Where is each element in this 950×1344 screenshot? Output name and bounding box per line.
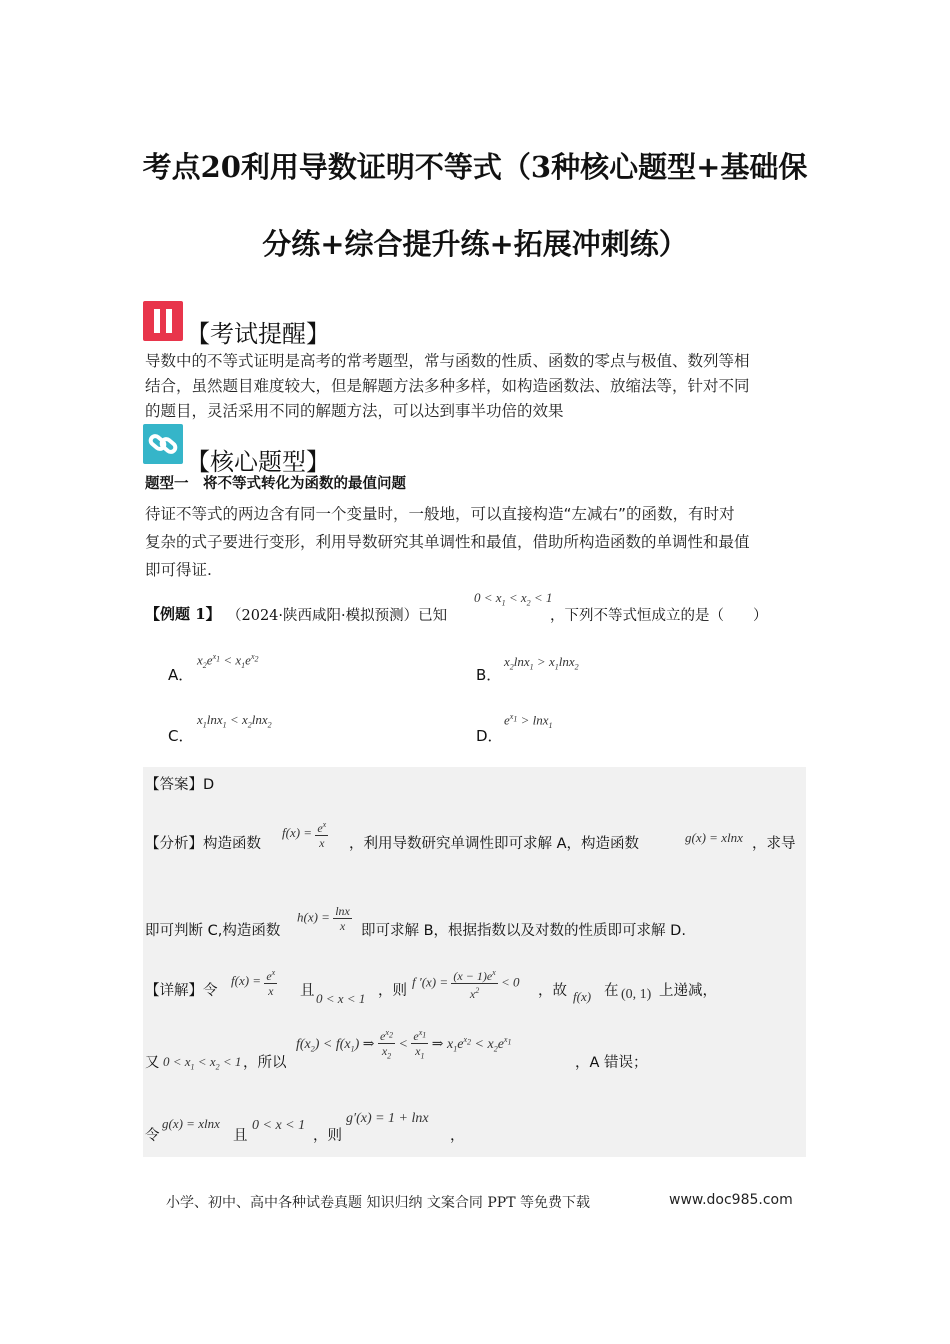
link-icon — [143, 424, 183, 464]
analysis-end: ，求导 — [752, 836, 796, 852]
chain-inequality: $f(x_2) < f(x_1)$ ⇒ $\frac{e^{x_2}}{x_2}$ < $\frac{e^{x_1}}{x_1}$ ⇒ $x_1e^{x_2} < x_2e^{x_1}$ — [296, 1028, 512, 1061]
option-c-expr: $x_1\ln x_1 < x_2\ln x_2$ — [197, 712, 272, 730]
analysis-line2-a: 即可判断 C,构造函数 — [145, 923, 281, 939]
example-question: ，下列不等式恒成立的是（ ） — [550, 608, 768, 624]
exam-tips-line3: 的题目，灵活采用不同的解题方法，可以达到事半功倍的效果 — [145, 402, 564, 420]
type1-line2: 复杂的式子要进行变形，利用导数研究其单调性和最值，借助所构造函数的单调性和最值 — [145, 533, 750, 551]
comma: ， — [450, 1128, 465, 1144]
detail-range: 0 < x < 1 — [316, 991, 366, 1006]
a-wrong: ，A 错误； — [575, 1055, 648, 1071]
option-b-expr: $x_2\ln x_1 > x_1\ln x_2$ — [504, 654, 579, 672]
analysis-line2-b: 即可求解 B，根据指数以及对数的性质即可求解 D. — [361, 923, 686, 939]
option-b-letter: B． — [476, 666, 502, 684]
analysis-mid: ，利用导数研究单调性即可求解 A，构造函数 — [349, 836, 640, 852]
answer: 【答案】D — [145, 777, 215, 793]
option-c-letter: C． — [168, 727, 194, 745]
detail-so: ，故 — [538, 983, 567, 999]
footer-url[interactable]: www.doc985.com — [669, 1192, 793, 1208]
option-d-expr: $e^{x_1} > \ln x_1$ — [504, 712, 553, 730]
type1-title: 题型一 将不等式转化为函数的最值问题 — [145, 476, 406, 492]
exam-tips-line1: 导数中的不等式证明是高考的常考题型，常与函数的性质、函数的零点与极值、数列等相 — [145, 352, 750, 370]
detail-in: 在 — [604, 983, 619, 999]
type1-line3: 即可得证. — [145, 561, 212, 579]
detail-then: ，则 — [378, 983, 407, 999]
analysis-label: 【分析】构造函数 — [145, 836, 261, 852]
again: 又 — [145, 1055, 160, 1071]
let-gx: g(x) = xlnx — [162, 1116, 220, 1131]
page-title-line2: 分练+综合提升练+拓展冲刺练） — [262, 227, 688, 261]
then2: ，则 — [313, 1128, 342, 1144]
section-heading-exam-tips: 【考试提醒】 — [186, 320, 330, 348]
detail-fx: f(x) = $\frac{e^x}{x}$ — [231, 968, 276, 998]
exam-tips-line2: 结合，虽然题目难度较大，但是解题方法多种多样，如构造函数法、放缩法等，针对不同 — [145, 377, 750, 395]
again-range: $0 < x_1 < x_2 < 1$ — [163, 1054, 242, 1072]
analysis-fx: f(x) = $\frac{e^x}{x}$ — [282, 820, 327, 850]
solution-box — [143, 767, 806, 1157]
option-d-letter: D． — [476, 727, 503, 745]
detail-dec: 上递减， — [659, 983, 717, 999]
analysis-gx: g(x) = xlnx — [685, 830, 743, 845]
detail-fx2: f(x) — [573, 989, 592, 1004]
example-condition: $0 < x_1 < x_2 < 1$ — [474, 590, 553, 608]
let-range: 0 < x < 1 — [252, 1118, 306, 1133]
pause-icon — [143, 301, 183, 341]
analysis-hx: h(x) = $\frac{\ln x}{x}$ — [297, 904, 350, 933]
footer-text: 小学、初中、高中各种试卷真题 知识归纳 文案合同 PPT 等免费下载 — [166, 1195, 590, 1211]
detail-interval: (0, 1) — [621, 987, 652, 1002]
option-a-letter: A． — [168, 666, 194, 684]
section-heading-core-types: 【核心题型】 — [186, 448, 330, 476]
detail-and: 且 — [300, 983, 315, 999]
example-source: （2024·陕西咸阳·模拟预测）已知 — [227, 608, 448, 624]
detail-derivative: f ′(x) = $\frac{(x - 1)e^x}{x^2}$ < 0 — [412, 968, 520, 1001]
and2: 且 — [233, 1128, 248, 1144]
let: 令 — [145, 1128, 160, 1144]
detail-label: 【详解】令 — [145, 983, 218, 999]
type1-line1: 待证不等式的两边含有同一个变量时，一般地，可以直接构造“左减右”的函数，有时对 — [145, 505, 735, 523]
example-label: 【例题 1】 — [145, 605, 221, 623]
g-derivative: g′(x) = 1 + lnx — [346, 1111, 429, 1126]
page-title-line1: 考点20利用导数证明不等式（3种核心题型+基础保 — [142, 150, 808, 184]
therefore: ，所以 — [243, 1055, 287, 1071]
option-a-expr: $x_2e^{x_1} < x_1e^{x_2}$ — [197, 652, 259, 670]
